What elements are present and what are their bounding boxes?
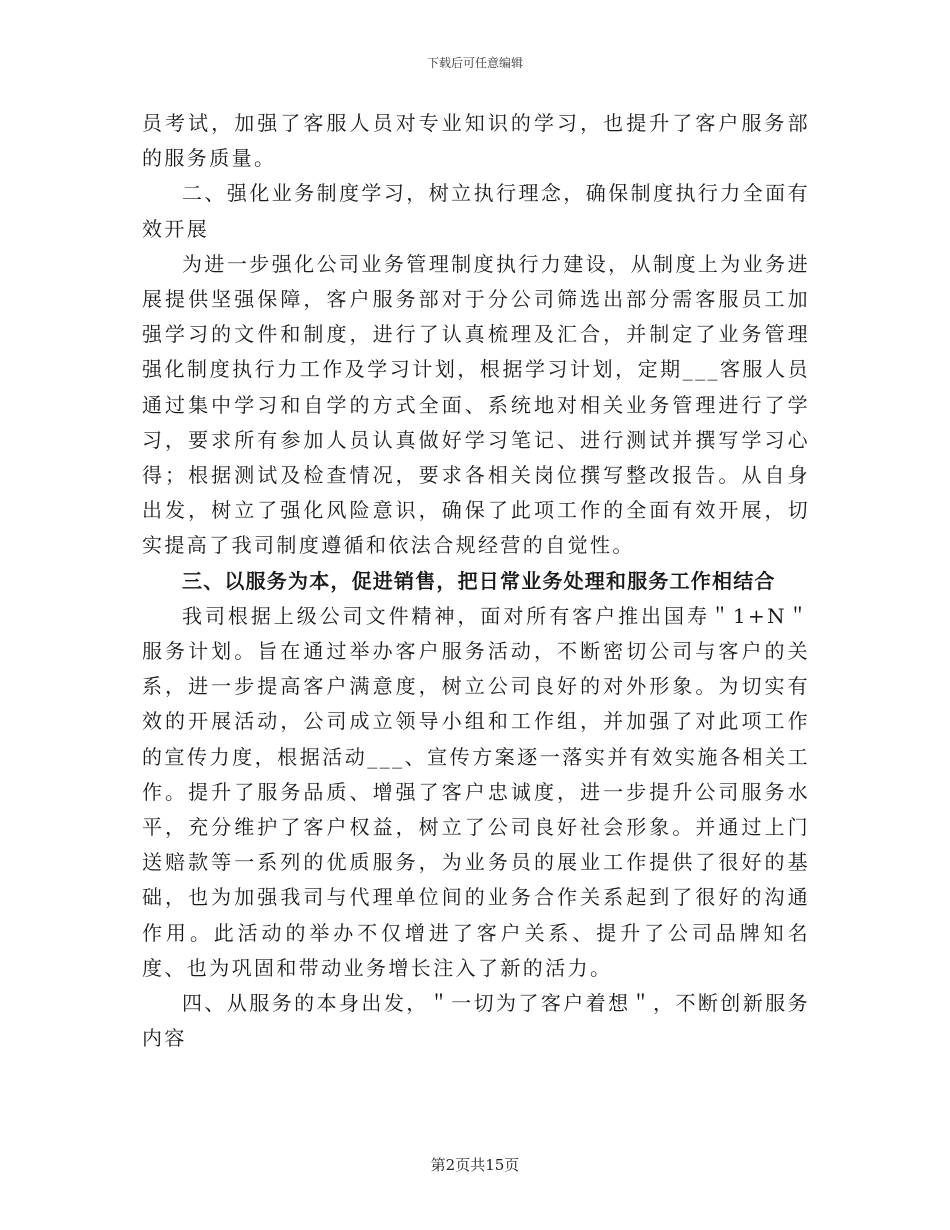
paragraph-continuation: 员考试，加强了客服人员对专业知识的学习，也提升了客户服务部的服务质量。	[142, 111, 810, 171]
paragraph-section-3: 我司根据上级公司文件精神，面对所有客户推出国寿＂1+N＂服务计划。旨在通过举办客户服务活动，不断密切公司与客户的关系，进一步提高客户满意度，树立公司良好的对外形象。为切实有效的开展活动，公司成立领导小组和工作组，并加强了对此项工作的宣传力度，根据活动___、宣传方案逐一落实并有效实施各相关工作。提升了服务品质、增强了客户忠诚度，进一步提升公司服务水平，充分维护了客户权益，树立了公司良好社会形象。并通过上门送赔款等一系列的优质服务，为业务员的展业工作提供了很好的基础，也为加强我司与代理单位间的业务合作关系起到了很好的沟通作用。此活动的举办不仅增进了客户关系、提升了公司品牌知名度、也为巩固和带动业务增长注入了新的活力。	[142, 603, 810, 980]
document-body	[142, 106, 810, 1056]
section-heading-3: 三、以服务为本，促进销售，把日常业务处理和服务工作相结合	[182, 568, 776, 593]
header-note: 下载后可任意编辑	[426, 56, 523, 70]
paragraph-section-2: 为进一步强化公司业务管理制度执行力建设，从制度上为业务进展提供坚强保障，客户服务部对于分公司筛选出部分需客服员工加强学习的文件和制度，进行了认真梳理及汇合，并制定了业务管理强化制度执行力工作及学习计划，根据学习计划，定期___客服人员通过集中学习和自学的方式全面、系统地对相关业务管理进行了学习，要求所有参加人员认真做好学习笔记、进行测试并撰写学习心得；根据测试及检查情况，要求各相关岗位撰写整改报告。从自身出发，树立了强化风险意识，确保了此项工作的全面有效开展，切实提高了我司制度遵循和依法合规经营的自觉性。	[142, 251, 810, 558]
section-heading-4: 四、从服务的本身出发，＂一切为了客户着想＂，不断创新服务内容	[142, 991, 810, 1051]
section-heading-2: 二、强化业务制度学习，树立执行理念，确保制度执行力全面有效开展	[142, 181, 810, 241]
page-number: 第2页共15页	[430, 1156, 520, 1174]
